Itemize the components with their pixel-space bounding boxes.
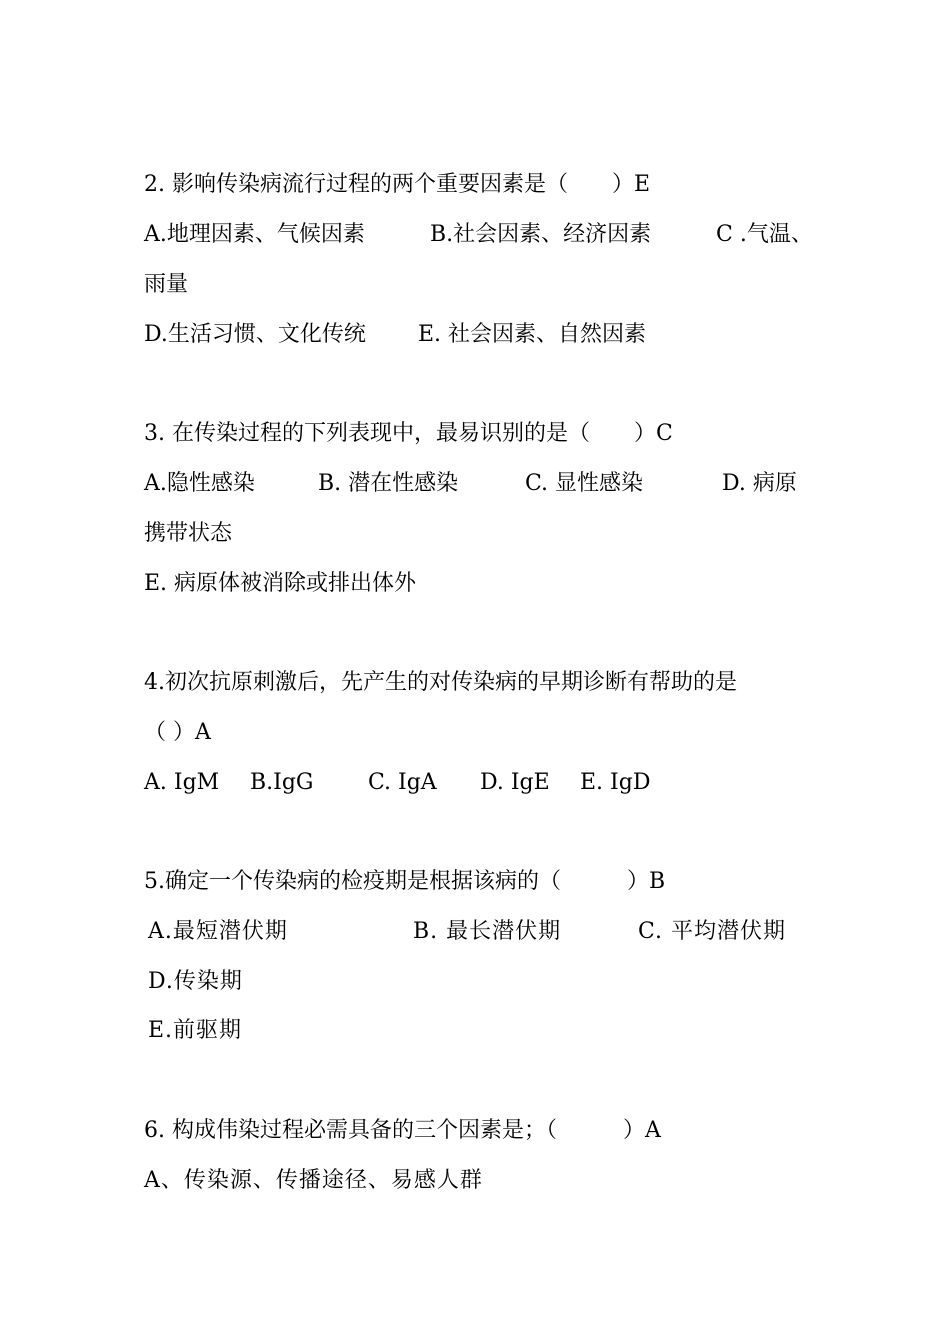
question-2-option-e: E. 社会因素、自然因素 [418, 322, 647, 347]
question-4-option-c: C. IgA [368, 770, 437, 795]
question-3-option-c: C. 显性感染 [525, 471, 644, 496]
question-4-option-d: D. IgE [480, 770, 550, 795]
question-4-stem: 4.初次抗原刺激后，先产生的对传染病的早期诊断有帮助的是 [144, 670, 737, 695]
question-3-option-d-wrap: 携带状态 [144, 521, 233, 546]
question-2-stem: 2. 影响传染病流行过程的两个重要因素是（ ）E [144, 172, 651, 197]
question-4-option-b: B.IgG [250, 770, 314, 795]
question-2-option-a: A.地理因素、气候因素 [144, 222, 365, 247]
question-5-option-e: E.前驱期 [148, 1018, 243, 1043]
question-5-option-a: A.最短潜伏期 [148, 919, 288, 944]
question-4-stem-wrap: （ ）A [144, 720, 211, 745]
question-4-option-a: A. IgM [144, 770, 220, 795]
question-2-option-c: C .气温、 [716, 222, 813, 247]
question-5-stem: 5.确定一个传染病的检疫期是根据该病的（ ）B [144, 869, 666, 894]
question-3-stem: 3. 在传染过程的下列表现中，最易识别的是（ ）C [144, 421, 673, 446]
question-3-option-e: E. 病原体被消除或排出体外 [144, 571, 417, 596]
question-2-option-c-wrap: 雨量 [144, 272, 189, 297]
question-5-option-d: D.传染期 [148, 969, 243, 994]
question-2-option-b: B.社会因素、经济因素 [430, 222, 652, 247]
question-3-option-b: B. 潜在性感染 [318, 471, 459, 496]
question-6-stem: 6. 构成伟染过程必需具备的三个因素是；（ ）A [144, 1118, 661, 1143]
question-6-option-a: A、传染源、传播途径、易感人群 [144, 1168, 483, 1193]
question-2-option-d: D.生活习惯、文化传统 [144, 322, 366, 347]
question-3-option-d: D. 病原 [722, 471, 797, 496]
question-5-option-b: B. 最长潜伏期 [413, 919, 562, 944]
question-4-option-e: E. IgD [580, 770, 651, 795]
question-5-option-c: C. 平均潜伏期 [638, 919, 787, 944]
question-3-option-a: A.隐性感染 [144, 471, 255, 496]
